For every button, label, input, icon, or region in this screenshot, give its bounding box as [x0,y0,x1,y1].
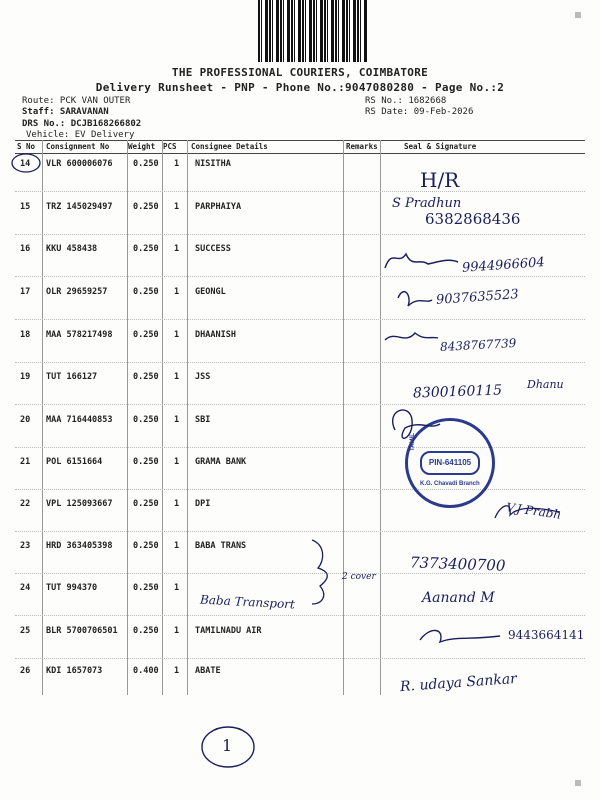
row-consignment: MAA 578217498 [46,330,113,340]
row-sno: 26 [20,666,31,676]
row-weight: 0.250 [133,330,159,340]
row-pcs: 1 [174,244,180,254]
row-separator [15,319,585,320]
row-sno: 21 [20,457,31,467]
row-weight: 0.250 [133,159,159,169]
row-consignment: TUT 166127 [46,372,98,382]
hw-row22-sign: V.J Prabh [505,500,563,522]
row-consignee: SBI [195,415,211,425]
hw-row24-note: Baba Transport [199,592,296,612]
row-pcs: 1 [174,372,180,382]
hw-row18-phone: 8438767739 [439,336,517,354]
hw-row16-phone: 9944966604 [461,255,546,276]
row-weight: 0.250 [133,287,159,297]
row-separator [15,489,585,490]
staff: Staff: SARAVANAN [22,107,109,117]
row-pcs: 1 [174,499,180,509]
branch-stamp [405,418,495,508]
row-sno: 22 [20,499,31,509]
hw-row26-sign: R. udaya Sankar [399,670,518,696]
drs-number: DRS No.: DCJB168266802 [22,119,142,129]
row-sno: 23 [20,541,31,551]
row-separator [15,362,585,363]
vehicle: Vehicle: EV Delivery [26,130,135,140]
row-consignment: TRZ 145029497 [46,202,113,212]
col-remarks: Remarks [346,142,378,151]
runsheet-title: Delivery Runsheet - PNP - Phone No.:9047080280 - Page No.:2 [95,81,505,94]
corner-mark [575,12,581,18]
row-weight: 0.250 [133,415,159,425]
row-consignment: TUT 994370 [46,583,98,593]
row-weight: 0.250 [133,372,159,382]
row-weight: 0.250 [133,499,159,509]
row-consignment: POL 6151664 [46,457,103,467]
row-pcs: 1 [174,626,180,636]
table-row [0,159,600,189]
row-weight: 0.250 [133,202,159,212]
barcode [258,0,368,62]
company-title: THE PROFESSIONAL COURIERS, COIMBATORE [171,66,429,79]
hw-row25-phone: 9443664141 [508,628,585,642]
col-consignee: Consignee Details [191,142,268,151]
hw-row24-sign: Aanand M [422,590,495,606]
col-consignment: Consignment No [46,142,110,151]
row-consignee: NISITHA [195,159,231,169]
row-pcs: 1 [174,159,180,169]
stamp-line2: K.G. Chavadi Branch [420,481,480,487]
row-consignment: KDI 1657073 [46,666,103,676]
row-separator [15,658,585,659]
row-pcs: 1 [174,541,180,551]
row-consignment: MAA 716440853 [46,415,113,425]
stamp-line1: TAMIL [410,433,416,451]
table-row [0,541,600,571]
row-consignment: OLR 29659257 [46,287,108,297]
row-sno: 20 [20,415,31,425]
rs-date: RS Date: 09-Feb-2026 [365,107,474,117]
col-pcs: PCS [163,142,177,151]
row-consignee: JSS [195,372,211,382]
row-pcs: 1 [174,583,180,593]
row-consignee: ABATE [195,666,221,676]
hw-row14: H/R [420,168,460,192]
row-sno: 17 [20,287,31,297]
row-weight: 0.250 [133,541,159,551]
col-seal: Seal & Signature [404,142,477,151]
stamp-pin: PIN-641105 [420,451,480,475]
row-separator [15,234,585,235]
table-row [0,415,600,445]
row-consignment: BLR 5700706501 [46,626,118,636]
row-pcs: 1 [174,457,180,467]
row-separator [15,404,585,405]
hw-bottom-mark: 1 [222,736,233,755]
header-bottom-line [15,153,585,154]
row-consignee: DHAANISH [195,330,236,340]
row-separator [15,191,585,192]
row-weight: 0.250 [133,583,159,593]
hw-row23-phone: 7373400700 [409,553,506,575]
row-sno: 25 [20,626,31,636]
table-row [0,457,600,487]
row-pcs: 1 [174,330,180,340]
row-sno: 14 [20,159,31,169]
row-separator [15,276,585,277]
rs-number: RS No.: 1682668 [365,96,447,106]
row-consignee: SUCCESS [195,244,231,254]
row-sno: 19 [20,372,31,382]
hw-row15-name: S Pradhun [392,196,462,211]
row-consignment: KKU 458438 [46,244,98,254]
row-consignee: TAMILNADU AIR [195,626,262,636]
header-top-line [15,140,585,141]
hw-row19-phone: 8300160115 [412,382,503,402]
row-weight: 0.400 [133,666,159,676]
col-sno: S No [17,142,36,151]
row-consignment: HRD 363405398 [46,541,113,551]
row-consignee: GRAMA BANK [195,457,247,467]
row-pcs: 1 [174,287,180,297]
row-pcs: 1 [174,202,180,212]
row-weight: 0.250 [133,457,159,467]
row-sno: 24 [20,583,31,593]
corner-mark [575,780,581,786]
row-sno: 15 [20,202,31,212]
row-consignment: VLR 600006076 [46,159,113,169]
row-consignee: PARPHAIYA [195,202,242,212]
row-separator [15,615,585,616]
row-sno: 16 [20,244,31,254]
row-pcs: 1 [174,666,180,676]
row-separator [15,447,585,448]
col-weight: Weight [128,142,156,151]
hw-row19-name: Dhanu [527,378,564,391]
row-pcs: 1 [174,415,180,425]
row-weight: 0.250 [133,626,159,636]
row-weight: 0.250 [133,244,159,254]
hw-row17-phone: 9037635523 [435,287,520,308]
row-consignee: BABA TRANS [195,541,247,551]
row-consignment: VPL 125093667 [46,499,113,509]
row-consignee: DPI [195,499,211,509]
table-row [0,372,600,402]
hw-cover-note: 2 cover [342,572,376,582]
row-separator [15,531,585,532]
hw-row15-phone: 6382868436 [425,210,521,228]
table-row [0,583,600,613]
row-consignee: GEONGL [195,287,226,297]
route: Route: PCK VAN OUTER [22,96,131,106]
row-sno: 18 [20,330,31,340]
